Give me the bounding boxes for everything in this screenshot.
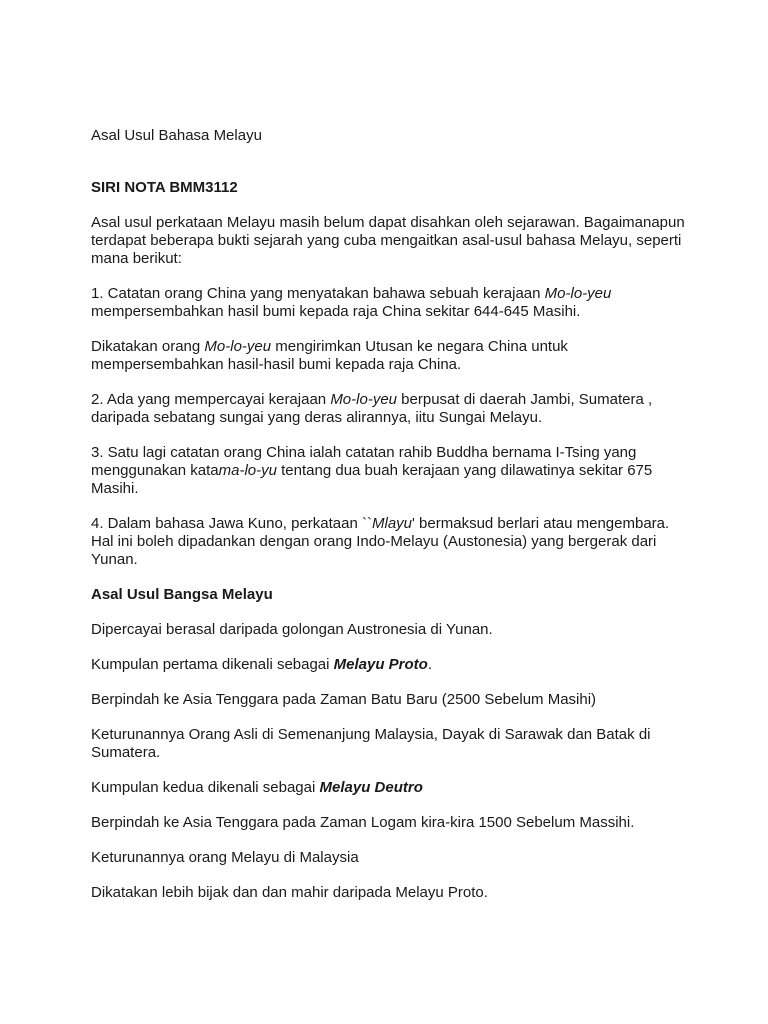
point-2-text-end: berpusat di daerah Jambi, Sumatera , daripada sebatang sungai yang deras alirannya, iitu Sungai Melayu. <box>91 391 653 426</box>
point-4-paragraph <box>91 515 691 569</box>
second-group-term: Melayu Deutro <box>319 779 423 796</box>
series-heading: SIRI NOTA BMM3112 <box>91 179 238 196</box>
point-3-text-end: tentang dua buah kerajaan yang dilawatinya sekitar 675 Masihi. <box>91 462 653 497</box>
point-2-text: 2. Ada yang mempercayai kerajaan <box>91 391 331 408</box>
second-group-paragraph <box>91 779 691 797</box>
point-1-detail-text: Dikatakan orang <box>91 338 205 355</box>
second-group-text: Kumpulan kedua dikenali sebagai <box>91 779 320 796</box>
first-group-paragraph <box>91 656 691 674</box>
document-body <box>91 127 691 919</box>
first-descendants-paragraph: Keturunannya Orang Asli di Semenanjung Malaysia, Dayak di Sarawak dan Batak di Sumatera. <box>91 726 651 761</box>
origin-paragraph: Dipercayai berasal daripada golongan Austronesia di Yunan. <box>91 621 493 638</box>
point-1-paragraph <box>91 285 691 321</box>
point-2-term: Mo-lo-yeu <box>330 391 397 408</box>
point-3-term: ma-lo-yu <box>218 462 277 479</box>
second-migration-paragraph: Berpindah ke Asia Tenggara pada Zaman Logam kira-kira 1500 Sebelum Massihi. <box>91 814 635 831</box>
point-1-text: 1. Catatan orang China yang menyatakan bahawa sebuah kerajaan <box>91 285 545 302</box>
point-1-detail-text-end: mengirimkan Utusan ke negara China untuk mempersembahkan hasil-hasil bumi kepada raja China. <box>91 338 568 373</box>
point-1-detail-term: Mo-lo-yeu <box>204 338 272 355</box>
first-group-term: Melayu Proto <box>333 656 428 673</box>
point-1-detail-paragraph <box>91 338 691 374</box>
point-1-term: Mo-lo-yeu <box>544 285 612 302</box>
point-1-text-end: mempersembahkan hasil bumi kepada raja China sekitar 644-645 Masihi. <box>91 303 581 320</box>
point-2-paragraph <box>91 391 691 427</box>
first-migration-paragraph: Berpindah ke Asia Tenggara pada Zaman Batu Baru (2500 Sebelum Masihi) <box>91 691 597 708</box>
first-group-text-end: . <box>427 656 433 673</box>
comparison-paragraph: Dikatakan lebih bijak dan dan mahir daripada Melayu Proto. <box>91 884 488 901</box>
section-heading: Asal Usul Bangsa Melayu <box>91 586 273 603</box>
first-group-text: Kumpulan pertama dikenali sebagai <box>91 656 334 673</box>
point-4-term: Mlayu <box>372 515 413 532</box>
point-4-text-end: ' bermaksud berlari atau mengembara. Hal ini boleh dipadankan dengan orang Indo-Melayu (Austonesia) yang bergerak dari Yunan. <box>91 515 670 568</box>
point-3-paragraph <box>91 444 691 498</box>
document-title: Asal Usul Bahasa Melayu <box>91 127 262 144</box>
second-descendants-paragraph: Keturunannya orang Melayu di Malaysia <box>91 849 359 866</box>
point-4-text: 4. Dalam bahasa Jawa Kuno, perkataan `` <box>91 515 372 532</box>
point-3-text: 3. Satu lagi catatan orang China ialah catatan rahib Buddha bernama I-Tsing yang menggunakan kata <box>91 444 637 479</box>
intro-paragraph: Asal usul perkataan Melayu masih belum dapat disahkan oleh sejarawan. Bagaimanapun terdapat beberapa bukti sejarah yang cuba mengaitkan asal-usul bahasa Melayu, seperti mana berikut: <box>91 214 685 267</box>
